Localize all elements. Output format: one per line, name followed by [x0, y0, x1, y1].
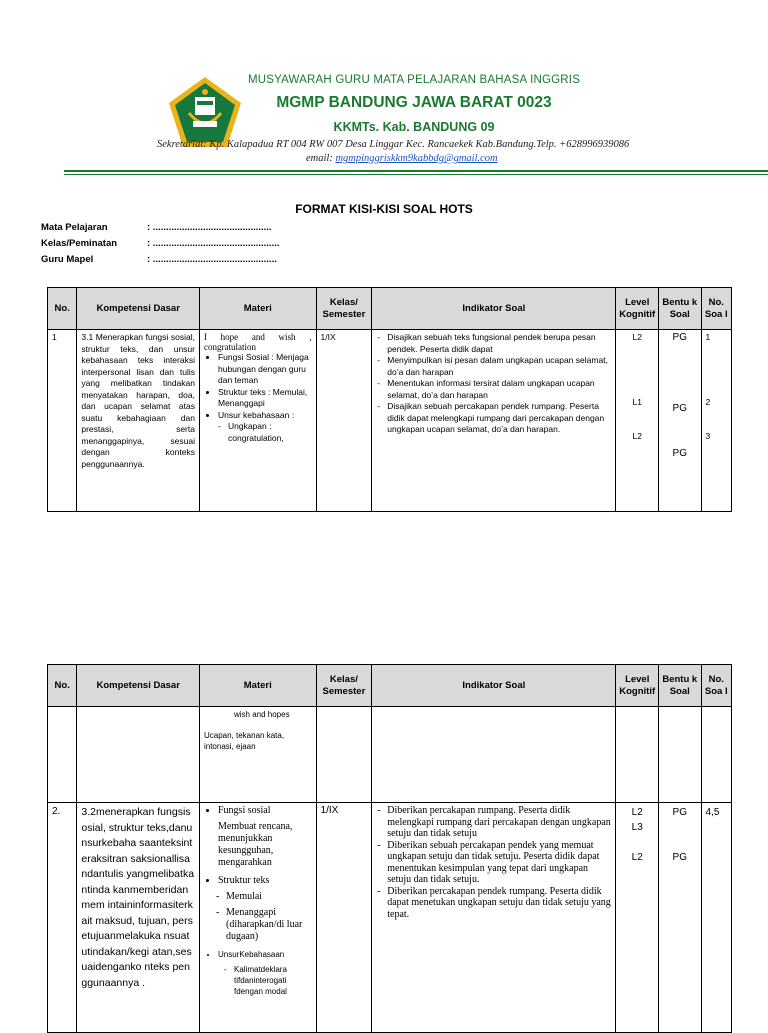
identity-value: : ................................................ — [147, 238, 280, 249]
list-item: - Menentukan informasi tersirat dalam ungkapan ucapan selamat, do’a dan harapan — [387, 378, 611, 401]
cell-indikator — [372, 330, 616, 512]
header-divider-thin — [64, 174, 768, 175]
list-item: - Disajikan sebuah teks fungsional pendek berupa pesan pendek. Peserta didik dapat — [387, 332, 611, 355]
materi-line: Ucapan, tekanan kata, intonasi, ejaan — [203, 731, 285, 751]
identity-label: Guru Mapel — [41, 254, 94, 265]
list-item: - Menanggapi (diharapkan/di luar dugaan) — [226, 907, 312, 943]
document-title: FORMAT KISI-KISI SOAL HOTS — [295, 202, 473, 216]
cell-nosoal — [701, 330, 731, 512]
col-header: Bentu k Soal — [658, 665, 701, 707]
cell-materi — [199, 707, 316, 803]
identity-value: : ............................................. — [147, 222, 272, 233]
cell-kelas: 1/IX — [316, 803, 372, 1033]
level-value: L2 — [631, 852, 643, 863]
col-header: No. — [48, 665, 77, 707]
col-header: Kompetensi Dasar — [77, 665, 200, 707]
col-header: Level Kognitif — [616, 665, 659, 707]
kisi-table-1 — [47, 287, 732, 512]
cell-bentuk — [658, 330, 701, 512]
bentuk-value: PG — [672, 402, 687, 414]
table-row — [48, 707, 732, 803]
header-divider — [64, 170, 768, 172]
list-item: • Fungsi sosial — [218, 805, 312, 817]
kisi-table-2 — [47, 664, 732, 1033]
cell-kompetensi — [77, 707, 200, 803]
cell-nosoal: 4,5 — [701, 803, 731, 1033]
materi-list — [204, 805, 312, 817]
materi-sublist — [204, 891, 312, 943]
list-item: • Struktur teks : Memulai, Menanggapi — [218, 387, 312, 410]
cell-level — [616, 803, 659, 1033]
cell-no — [48, 707, 77, 803]
table-row — [48, 803, 732, 1033]
cell-bentuk — [658, 803, 701, 1033]
col-header: No. Soa l — [701, 288, 731, 330]
col-header: Indikator Soal — [372, 288, 616, 330]
table-header-row — [48, 288, 732, 330]
nosoal-value: 1 — [705, 332, 711, 342]
level-value: L2 — [632, 332, 642, 342]
materi-sublist — [204, 964, 312, 997]
cell-bentuk — [658, 707, 701, 803]
indikator-list — [376, 332, 611, 436]
col-header: No. — [48, 288, 77, 330]
col-header: Indikator Soal — [372, 665, 616, 707]
materi-list — [204, 949, 312, 961]
list-item: - Menyimpulkan isi pesan dalam ungkapan ucapan selamat, do’a dan harapan — [387, 355, 611, 378]
cell-indikator — [372, 803, 616, 1033]
col-header: Level Kognitif — [616, 288, 659, 330]
list-item: - Kalimatdeklara tifdaninterogati fdengan modal — [234, 964, 312, 997]
level-value: L2 — [631, 807, 643, 818]
list-item: - Memulai — [226, 891, 312, 903]
list-item: - Ungkapan : congratulation, — [228, 421, 312, 444]
indikator-list — [376, 805, 611, 920]
table-header-row — [48, 665, 732, 707]
level-value: L3 — [631, 822, 643, 833]
col-header: Bentu k Soal — [658, 288, 701, 330]
materi-line: wish and hopes — [233, 710, 290, 719]
identity-label: Kelas/Peminatan — [41, 238, 118, 249]
cell-no: 2. — [48, 803, 77, 1033]
cell-kompetensi: 3.1 Menerapkan fungsi sosial, struktur teks, dan unsur kebahasaan teks interaksi interpersonal lisan dan tulis yang melibatkan tindakan menyatakan harapan, doa, dan ucapan selamat atas suatu kebahagiaan dan prestasi, serta menanggapinya, sesuai dengan konteks penggunaannya. — [77, 330, 200, 512]
identity-kelas — [41, 238, 280, 249]
cell-materi — [199, 803, 316, 1033]
materi-intro: I hope and wish , congratulation — [203, 332, 312, 352]
list-item: • Struktur teks — [218, 875, 312, 887]
cell-level — [616, 707, 659, 803]
kkmts-title: KKMTs. Kab. BANDUNG 09 — [333, 120, 495, 134]
cell-materi — [199, 330, 316, 512]
list-item: - Diberikan sebuah percakapan pendek yang memuat ungkapan setuju dan tidak setuju. Peserta didik dapat menentukan kesimpulan yang tepat dari ungkapan setuju dan tidak setuju. — [387, 840, 611, 886]
bentuk-value: PG — [672, 448, 687, 459]
cell-nosoal — [701, 707, 731, 803]
col-header: Kelas/ Semester — [316, 665, 372, 707]
org-name: MUSYAWARAH GURU MATA PELAJARAN BAHASA INGGRIS — [247, 74, 581, 86]
cell-no: 1 — [48, 330, 77, 512]
table-row — [48, 330, 732, 512]
list-item: - Diberikan percakapan rumpang. Peserta didik melengkapi rumpang dari percakapan dengan ungkapan setuju dan tidak setuju — [387, 805, 611, 840]
identity-label: Mata Pelajaran — [41, 222, 108, 233]
identity-mata-pelajaran — [41, 222, 272, 233]
mgmp-title: MGMP BANDUNG JAWA BARAT 0023 — [276, 94, 552, 111]
secretariat-address: Sekretariat: Kp. Kalapadua RT 004 RW 007 Desa Linggar Kec. Rancaekek Kab.Bandung.Telp. +628996939086 — [157, 139, 630, 150]
cell-indikator — [372, 707, 616, 803]
list-item: • Fungsi Sosial : Menjaga hubungan dengan guru dan teman — [218, 352, 312, 387]
email-line — [306, 153, 498, 164]
identity-value: : ............................................... — [147, 254, 277, 265]
col-header: Materi — [199, 665, 316, 707]
bentuk-value: PG — [672, 332, 687, 343]
col-header: Kompetensi Dasar — [77, 288, 200, 330]
list-item: • Unsur kebahasaan : — [218, 410, 312, 422]
materi-sublist — [204, 421, 312, 444]
email-label: email: — [306, 153, 333, 164]
bentuk-value: PG — [672, 807, 687, 818]
level-value: L1 — [632, 396, 642, 407]
identity-guru — [41, 254, 277, 265]
cell-kelas: 1/IX — [316, 330, 372, 512]
list-item: - Diberikan percakapan pendek rumpang. Peserta didik dapat menetukan ungkapan setuju dan tidak setuju yang tepat. — [387, 886, 611, 921]
cell-level — [616, 330, 659, 512]
email-link[interactable]: mgmpinggriskkm9kabbdg@gmail.com — [335, 153, 498, 164]
materi-list — [204, 875, 312, 887]
materi-list — [204, 352, 312, 421]
col-header: Materi — [199, 288, 316, 330]
col-header: Kelas/ Semester — [316, 288, 372, 330]
nosoal-value: 3 — [705, 431, 711, 441]
materi-desc: Membuat rencana, menunjukkan kesungguhan, mengarahkan — [217, 821, 293, 868]
list-item: • UnsurKebahasaan — [218, 949, 312, 961]
cell-kelas — [316, 707, 372, 803]
level-value: L2 — [632, 431, 642, 441]
cell-kompetensi: 3.2menerapkan fungsisosial, struktur teks,danunsurkebaha saanteksinteraksitran saksionallisandantulis yangmelibatkantinda kanmemberidanmem intaininformasiterkait maksud, tujuan, persetujuanmelakuka nsuatutindakan/kegi atan,sesuaidenganko nteks penggunaannya . — [77, 803, 200, 1033]
bentuk-value: PG — [672, 852, 687, 863]
col-header: No. Soa l — [701, 665, 731, 707]
list-item: - Disajikan sebuah percakapan pendek rumpang. Peserta didik dapat melengkapi rumpang dari percakapan dengan ungkapan ucapan selamat, do’a dan harapan. — [387, 401, 611, 436]
nosoal-value: 2 — [705, 396, 711, 407]
